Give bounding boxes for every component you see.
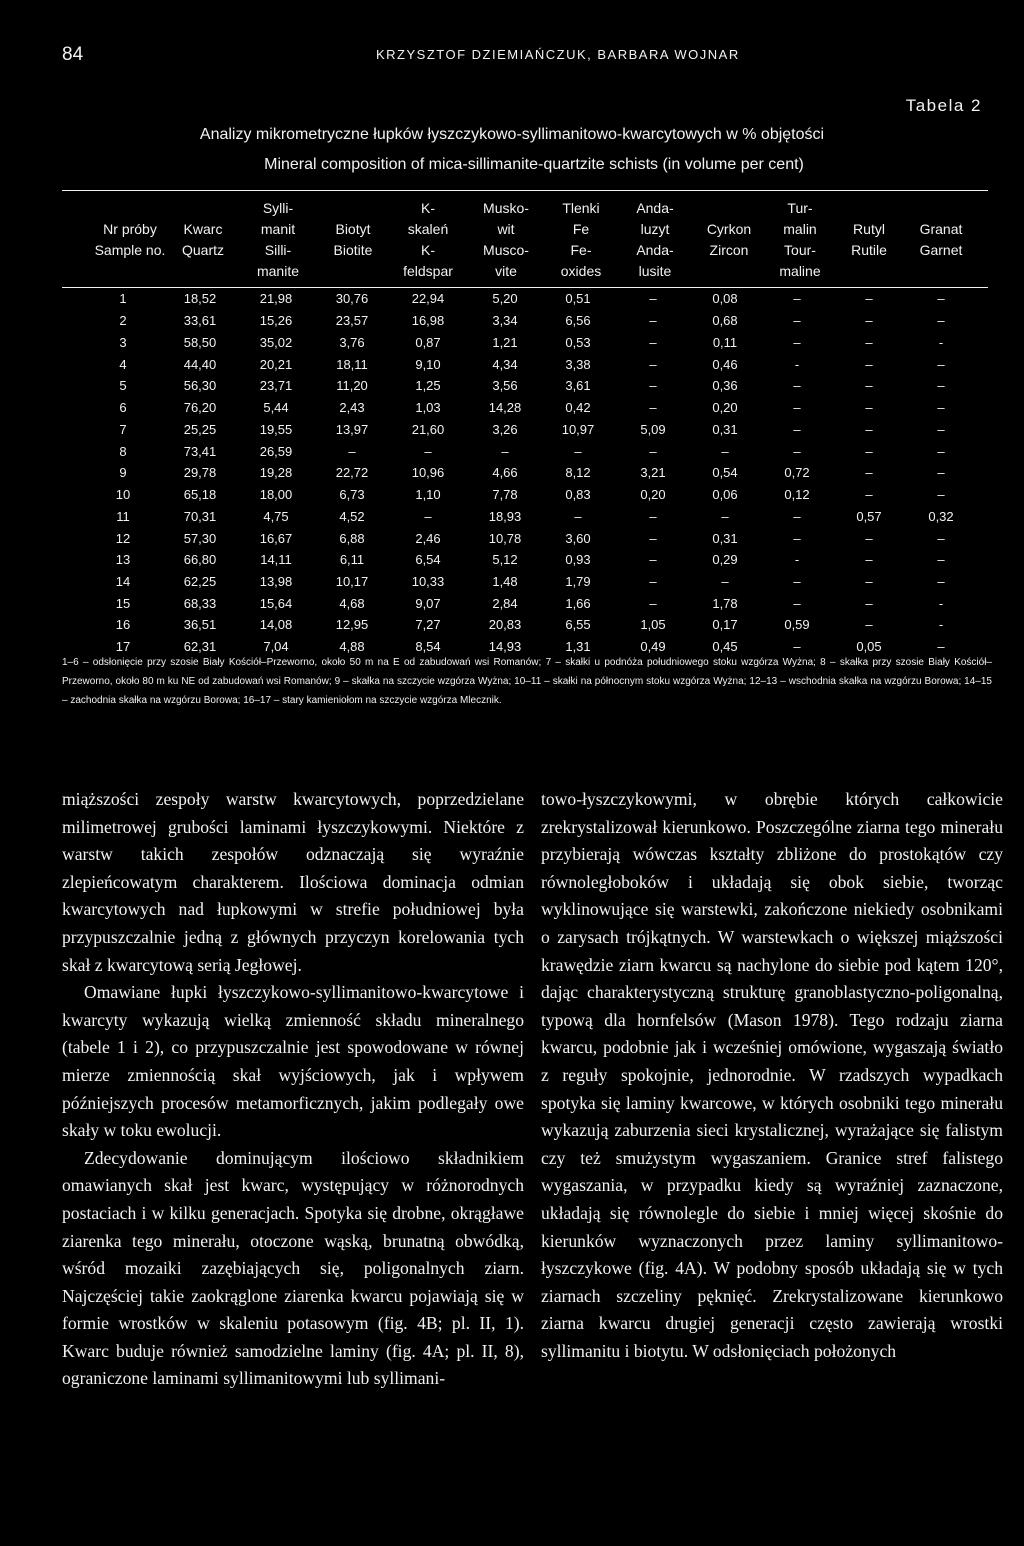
table-cell: 4,66 [492,465,518,480]
column-header-line: Rutyl [853,221,885,237]
row-number: 5 [119,378,127,393]
table-cell: 18,11 [336,357,368,372]
table-cell: – [865,422,873,437]
table-cell: 0,87 [415,335,441,350]
table-cell: – [865,335,873,350]
table-cell: 35,02 [259,335,293,350]
table-cell: – [865,378,873,393]
table-cell: 7,78 [492,487,518,502]
table-cell: – [649,574,657,589]
table-cell: 57,30 [183,531,217,546]
table-cell: – [424,509,432,524]
table-cell: – [865,291,873,306]
table-cell: 0,51 [565,291,591,306]
table-cell: – [574,509,582,524]
table-cell: 18,00 [259,487,293,502]
paragraph: Omawiane łupki łyszczykowo-syllimanitowo-kwarcytowe i kwarcyty wykazują wielką zmienność składu mineralnego (tabele 1 i 2), co przypuszczalnie jest spowodowane w równej mierze zmiennością skał wyjściowych, jak i wpływem późniejszych procesów metamorficznych, jakim podlegały owe skały w toku ewolucji. [62,982,524,1141]
table-cell: – [721,509,729,524]
table-cell: 3,34 [492,313,518,328]
table-cell: 3,76 [339,335,365,350]
table-cell: 62,31 [183,639,217,654]
table-cell: – [865,444,873,459]
table-cell: – [649,291,657,306]
table-cell: - [794,357,800,372]
page-number: 84 [62,44,84,65]
table-cell: 0,59 [784,617,810,632]
column-header-line: wit [497,221,515,237]
table-cell: – [793,378,801,393]
column-header-line: Biotite [333,242,373,258]
table-cell: 1,05 [640,617,666,632]
table-cell: 0,57 [856,509,882,524]
table-cell: 6,56 [565,313,591,328]
table-cell: 11,20 [336,378,368,393]
table-cell: 10,97 [561,422,595,437]
table-cell: 0,93 [565,552,591,567]
table-cell: 56,30 [183,378,217,393]
table-cell: 18,93 [488,509,522,524]
table-cell: 8,54 [415,639,441,654]
table-cell: 1,79 [565,574,591,589]
table-cell: – [937,357,945,372]
body-column-left [62,786,524,1393]
table-cell: 12,95 [335,617,369,632]
table-cell: – [793,531,801,546]
column-header-line: Musko- [483,200,529,216]
table-cell: 0,42 [565,400,591,415]
column-header-line: Tur- [787,200,813,216]
table-cell: 66,80 [183,552,217,567]
table-header-rule [62,287,988,288]
table-cell: 22,94 [411,291,445,306]
table-cell: – [649,378,657,393]
row-number: 8 [119,444,127,459]
table-cell: 10,78 [488,531,522,546]
table-cell: 0,20 [640,487,666,502]
table-cell: – [937,291,945,306]
table-cell: 9,07 [415,596,441,611]
table-cell: 58,50 [183,335,217,350]
table-cell: 1,48 [492,574,518,589]
table-cell: 0,46 [712,357,738,372]
table-cell: 1,03 [415,400,441,415]
table-cell: 15,64 [259,596,293,611]
table-cell: – [721,444,729,459]
paragraph: Zdecydowanie dominującym ilościowo składnikiem omawianych skał jest kwarc, występujący w różnorodnych postaciach i w kilku generacjach. Spotyka się drobne, okrągławe ziarenka tego minerału, otoczone wąską, brunatną obwódką, wśród mozaiki zazębiających się, poligonalnych ziarn. Najczęściej takie zaokrąglone ziarenka kwarcu pojawiają się w formie wrostków w skaleniu potasowym (fig. 4B; pl. II, 1). Kwarc buduje również samodzielne laminy (fig. 4A; pl. II, 8), ograniczone laminami syllimanitowymi lub syllimani- [62,1147,524,1389]
table-cell: – [937,422,945,437]
table-cell: 1,25 [415,378,441,393]
table-cell: 0,45 [712,639,738,654]
table-cell: 3,56 [492,378,518,393]
column-header-line: lusite [638,263,672,279]
table-cell: - [938,335,944,350]
column-header [881,198,1001,282]
table-cell: – [865,596,873,611]
table-cell: 2,43 [339,400,365,415]
table-cell: 19,55 [259,422,293,437]
table-cell: 1,10 [415,487,441,502]
table-cell: 10,17 [335,574,369,589]
table-cell: – [793,291,801,306]
table-cell: – [865,574,873,589]
column-header-line: Zircon [709,242,749,258]
table-cell: 0,29 [712,552,738,567]
body-column-right [541,786,1003,1365]
table-cell: 3,38 [565,357,591,372]
table-cell: – [649,552,657,567]
table-cell: 0,53 [565,335,591,350]
table-cell: 3,60 [565,531,591,546]
column-header-line: Biotyt [335,221,371,237]
table-cell: 7,27 [415,617,441,632]
table-cell: 30,76 [335,291,369,306]
table-cell: 6,88 [339,531,365,546]
table-cell: – [937,574,945,589]
table-cell: 21,98 [259,291,293,306]
table-cell: – [937,487,945,502]
table-cell: 4,34 [492,357,518,372]
table-cell: – [937,531,945,546]
table-cell: - [938,617,944,632]
table-cell: 14,28 [488,400,522,415]
table-cell: 19,28 [259,465,293,480]
table-cell: – [937,552,945,567]
table-cell: 23,57 [335,313,369,328]
table-cell: 14,08 [259,617,293,632]
table-cell: – [793,639,801,654]
table-cell: 36,51 [183,617,217,632]
row-number: 11 [116,509,130,524]
table-cell: – [865,313,873,328]
table-cell: – [865,617,873,632]
table-cell: 0,11 [712,335,738,350]
table-cell: 0,08 [712,291,738,306]
table-cell: – [348,444,356,459]
column-header-line: oxides [560,263,602,279]
table-cell: 22,72 [335,465,369,480]
table-cell: 33,61 [183,313,217,328]
table-cell: 1,21 [492,335,518,350]
table-cell: 2,46 [415,531,441,546]
table-cell: – [649,357,657,372]
table-cell: – [937,639,945,654]
table-cell: – [937,378,945,393]
column-header-line: Silli- [264,242,292,258]
table-cell: – [574,444,582,459]
column-header-line: Kwarc [183,221,223,237]
table-cell: 0,05 [856,639,882,654]
table-cell: 5,12 [492,552,518,567]
column-header-line: skaleń [407,221,449,237]
column-header-line: Sample no. [94,242,166,258]
table-cell: 44,40 [183,357,217,372]
page-header [62,44,966,74]
column-header-line: malin [783,221,817,237]
column-header-line: Anda- [636,200,674,216]
table-cell: 4,52 [339,509,365,524]
table-cell: 0,54 [712,465,738,480]
row-number: 17 [115,639,131,654]
table-cell: – [937,400,945,415]
row-number: 16 [115,617,131,632]
table-cell: 13,98 [259,574,293,589]
column-header-line: Garnet [919,242,963,258]
table-cell: 8,12 [565,465,591,480]
table-cell: 6,55 [565,617,591,632]
row-number: 15 [115,596,131,611]
table-cell: 25,25 [183,422,217,437]
table-cell: 0,72 [784,465,810,480]
table-cell: 5,20 [492,291,518,306]
table-cell: 3,26 [492,422,518,437]
table-cell: – [649,596,657,611]
table-cell: 76,20 [183,400,217,415]
table-cell: – [649,313,657,328]
table-cell: – [865,531,873,546]
paragraph: miąższości zespoły warstw kwarcytowych, poprzedzielane milimetrowej grubości laminami łyszczykowymi. Niektóre z warstw takich zespołów odznaczają się wyraźnie zlepieńcowatym charakterem. Ilościowa dominacja odmian kwarcytowych nad łupkowymi w strefie południowej była przypuszczalnie jedną z głównych przyczyn korelowania tych skał z kwarcytową serią Jegłowej. [62,789,524,975]
table-cell: 62,25 [183,574,217,589]
table-footnote: 1–6 – odsłonięcie przy szosie Biały Kościół–Przeworno, około 50 m na E od zabudowań wsi Romanów; 7 – skałki u podnóża południowego stoku wzgórza Wyżna; 8 – skałka przy szosie Biały Kościół–Przeworno, około 80 m ku NE od zabudowań wsi Romanów; 9 – skałka na szczycie wzgórza Wyżna; 10–11 – skałki na północnym stoku wzgórza Wyżna; 12–13 – wschodnia skałka na wzgórzu Borowa; 14–15 – zachodnia skałka na wzgórzu Borowa; 16–17 – stary kamieniołom na szczycie wzgórza Mlecznik. [62,657,992,706]
table-cell: 4,75 [263,509,289,524]
table-label: Tabela 2 [905,96,982,115]
table-cell: 6,11 [339,552,365,567]
table-cell: 4,88 [339,639,365,654]
table-cell: 10,33 [411,574,445,589]
row-number: 6 [119,400,127,415]
table-cell: 5,09 [640,422,666,437]
table-title-en: Mineral composition of mica-sillimanite-quartzite schists (in volume per cent) [264,156,804,173]
table-cell: 10,96 [411,465,445,480]
column-header-line: Fe- [570,242,592,258]
row-number: 2 [119,313,127,328]
table-cell: – [937,313,945,328]
table-cell: 13,97 [335,422,369,437]
table-cell: 65,18 [183,487,217,502]
column-header-line: Quartz [181,242,224,258]
table-cell: 1,78 [712,596,738,611]
row-number: 4 [119,357,127,372]
table-top-rule [62,190,988,191]
running-head: KRZYSZTOF DZIEMIAŃCZUK, BARBARA WOJNAR [376,47,740,62]
table-cell: – [865,465,873,480]
table-cell: – [937,444,945,459]
table-cell: – [721,574,729,589]
table-cell: 9,10 [415,357,441,372]
table-cell: – [793,400,801,415]
table-cell: – [865,357,873,372]
table-cell: 70,31 [183,509,217,524]
table-cell: 16,67 [259,531,293,546]
table-cell: – [793,313,801,328]
table-cell: – [649,400,657,415]
table-cell: – [424,444,432,459]
table-cell: 14,93 [488,639,522,654]
row-number: 1 [119,291,127,306]
column-header-line: luzyt [640,221,670,237]
table-cell: 29,78 [183,465,217,480]
table-cell: 3,21 [640,465,666,480]
table-cell: – [649,444,657,459]
table-cell: – [649,531,657,546]
paragraph: towo-łyszczykowymi, w obrębie których całkowicie zrekrystalizował kierunkowo. Poszczególne ziarna tego minerału przybierają wówczas kształty zbliżone do prostokątów czy równoległoboków i układają się obok siebie, tworząc wyklinowujące się warstewki, zakończone niekiedy osobnikami o zarysach trójkątnych. W warstewkach o większej miąższości krawędzie ziarn kwarcu są nachylone do siebie pod kątem 120°, dając charakterystyczną strukturę granoblastyczno-poligonalną, typową dla hornfelsów (Mason 1978). Tego rodzaju ziarna kwarcu, podobnie jak i wcześniej omówione, wygaszają światło z reguły spokojnie, jednorodnie. W rzadszych wypadkach spotyka się laminy kwarcowe, w których osobniki tego minerału wykazują zaburzenia sieci krystalicznej, wyrażające się falistym czy też smużystym wygaszaniem. Granice stref falistego wygaszania, w przypadku kiedy są wyraźniej zaznaczone, układają się równolegle do siebie i mniej więcej skośnie do kierunków wyznaczonych przez laminy syllimanitowo-łyszczykowe (fig. 4A). W podobny sposób układają się w tych ziarnach szczeliny pęknięć. Zrekrystalizowane kierunkowo ziarna kwarcu drugiej generacji często zawierają wrostki syllimanitu i biotytu. W odsłonięciach położonych [541,789,1003,1361]
column-header-line: K- [421,200,435,216]
table-cell: 73,41 [183,444,217,459]
table-cell: – [793,509,801,524]
column-header-line: manite [256,263,300,279]
table-cell: 0,36 [712,378,738,393]
table-cell: – [865,487,873,502]
table-cell: 0,32 [928,509,954,524]
column-header-line: manit [260,221,296,237]
table-cell: 0,49 [640,639,666,654]
table-cell: – [865,400,873,415]
table-cell: 20,83 [488,617,522,632]
row-number: 9 [119,465,127,480]
table-cell: 4,68 [339,596,365,611]
table-cell: – [649,509,657,524]
column-header-line: Granat [919,221,963,237]
table-cell: – [793,574,801,589]
column-header-line: Sylli- [262,200,294,216]
table-cell: 6,54 [415,552,441,567]
table-cell: 20,21 [259,357,293,372]
table-cell: 0,83 [565,487,591,502]
table-title-pl: Analizy mikrometryczne łupków łyszczykowo-syllimanitowo-kwarcytowych w % objętości [199,126,825,143]
column-header-line: Nr próby [103,221,157,237]
table-cell: - [938,596,944,611]
column-header-line: vite [495,263,517,279]
table-cell: 18,52 [183,291,217,306]
column-header-line: Cyrkon [706,221,752,237]
row-number: 13 [115,552,131,567]
table-cell: – [937,465,945,480]
column-header-line: Rutile [851,242,887,258]
table-cell: 7,04 [263,639,289,654]
table-cell: 14,11 [260,552,292,567]
table-cell: – [793,444,801,459]
table-cell: 0,68 [712,313,738,328]
row-number: 12 [115,531,131,546]
table-cell: 1,31 [565,639,591,654]
table-cell: 15,26 [259,313,293,328]
row-number: 3 [119,335,127,350]
column-header-line: Anda- [636,242,674,258]
table-cell: – [793,422,801,437]
table-cell: 3,61 [565,378,591,393]
table-cell: 0,31 [712,422,738,437]
table-cell: 0,12 [784,487,810,502]
row-number: 14 [115,574,131,589]
table-cell: 68,33 [183,596,217,611]
column-header-line: Fe [572,221,590,237]
table-cell: 23,71 [259,378,293,393]
table-cell: - [794,552,800,567]
table-cell: 0,20 [712,400,738,415]
table-cell: – [793,596,801,611]
table-cell: – [649,335,657,350]
table-cell: 16,98 [411,313,445,328]
table-cell: – [501,444,509,459]
table-cell: 1,66 [565,596,591,611]
table-cell: 0,17 [712,617,738,632]
column-header-line: feldspar [403,263,453,279]
table-cell: 2,84 [492,596,518,611]
table-cell: 5,44 [263,400,289,415]
table-cell: – [865,552,873,567]
column-header-line: Tour- [784,242,816,258]
table-cell: 21,60 [411,422,445,437]
column-header-line [881,261,1001,282]
row-number: 10 [115,487,131,502]
table-cell: 0,06 [712,487,738,502]
table-cell: 6,73 [339,487,365,502]
table-cell: 0,31 [712,531,738,546]
column-header-line: maline [779,263,821,279]
table-cell: – [793,335,801,350]
column-header-line: Musco- [483,242,529,258]
column-header-line: Tlenki [562,200,600,216]
column-header-line: K- [421,242,435,258]
table-cell: 26,59 [259,444,293,459]
column-header-line [881,198,1001,219]
row-number: 7 [119,422,127,437]
